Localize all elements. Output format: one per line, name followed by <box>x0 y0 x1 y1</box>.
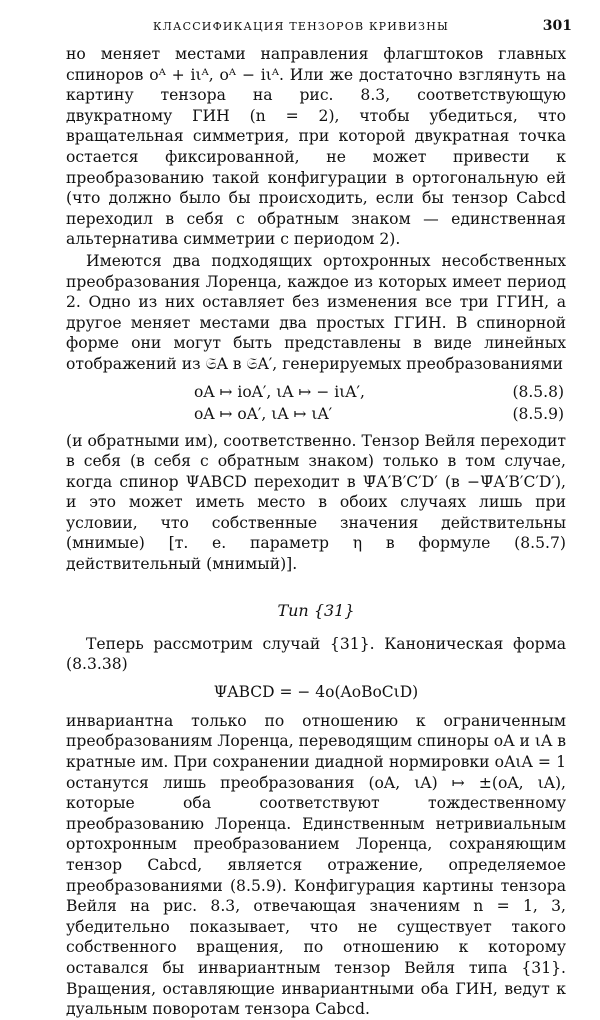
page-number: 301 <box>542 18 572 34</box>
equation-body: oA ↦ ioA′, ιA ↦ − iιA′, <box>194 382 365 401</box>
running-title: КЛАССИФИКАЦИЯ ТЕНЗОРОВ КРИВИЗНЫ <box>152 20 450 33</box>
equation-number: (8.5.9) <box>512 404 564 423</box>
paragraph-1: но меняет местами направления флагштоков главных спиноров oᴬ + iιᴬ, oᴬ − iιᴬ. Или же достаточно взглянуть на картину тензора на рис. 8.3, соответствующую двукратному ГИН (n = 2), чтобы убедиться, что вращательная симметрия, при которой двукратная точка остается фиксированной, не может привести к преобразованию такой конфигурации в ортогональную ей (что должно было бы происходить, если бы тензор Cabcd переходил в себя с обратным знаком — единственная альтернатива симметрии с периодом 2). <box>66 45 566 249</box>
equation-8-5-9 <box>66 405 566 427</box>
equation-number: (8.5.8) <box>512 382 564 401</box>
paragraph-2: Имеются два подходящих ортохронных несобственных преобразования Лоренца, каждое из которых имеет период 2. Одно из них оставляет без изменения все три ГГИН, а другое меняет местами два простых ГГИН. В спинорной форме они могут быть представлены в виде линейных отображений из 𝔖A в 𝔖A′, генерируемых преобразованиями <box>66 251 566 373</box>
paragraph-5: инвариантна только по отношению к ограниченным преобразованиям Лоренца, переводящим спиноры oA и ιA в кратные им. При сохранении диадной нормировки oAιA = 1 останутся лишь преобразования (oA, ιA) ↦ ±(oA, ιA), которые оба соответствуют тождественному преобразованию Лоренца. Единственным нетривиальным ортохронным преобразованием Лоренца, сохраняющим тензор Cabcd, является отражение, определяемое преобразованиями (8.5.9). Конфигурация картины тензора Вейля на рис. 8.3, отвечающая значениям n = 1, 3, убедительно показывает, что не существует такого собственного вращения, по отношению к которому оставался бы инвариантным тензор Вейля типа {31}. Вращения, оставляющие инвариантными оба ГИН, ведут к дуальным поворотам тензора Cabcd. <box>66 711 566 1019</box>
equation-body: oA ↦ oA′, ιA ↦ ιA′ <box>194 404 333 423</box>
canonical-form-equation: ΨABCD = − 4o(AoBoCιD) <box>213 682 419 701</box>
paragraph-4: Теперь рассмотрим случай {31}. Каноническая форма (8.3.38) <box>66 634 566 674</box>
page <box>66 16 572 1020</box>
paragraph-3: (и обратными им), соответственно. Тензор Вейля переходит в себя (в себя с обратным знаком) только в том случае, когда спинор ΨABCD переходит в Ψ̄A′B′C′D′ (в −Ψ̄A′B′C′D′), и это может иметь место в обоих случаях лишь при условии, что собственные значения действительны (мнимые) [т. е. параметр η в формуле (8.5.7) действительный (мнимый)]. <box>66 431 566 574</box>
running-head <box>66 16 572 36</box>
section-title: Тип {31} <box>277 600 355 620</box>
equation-8-5-8 <box>66 383 566 405</box>
equation-group <box>66 383 566 427</box>
